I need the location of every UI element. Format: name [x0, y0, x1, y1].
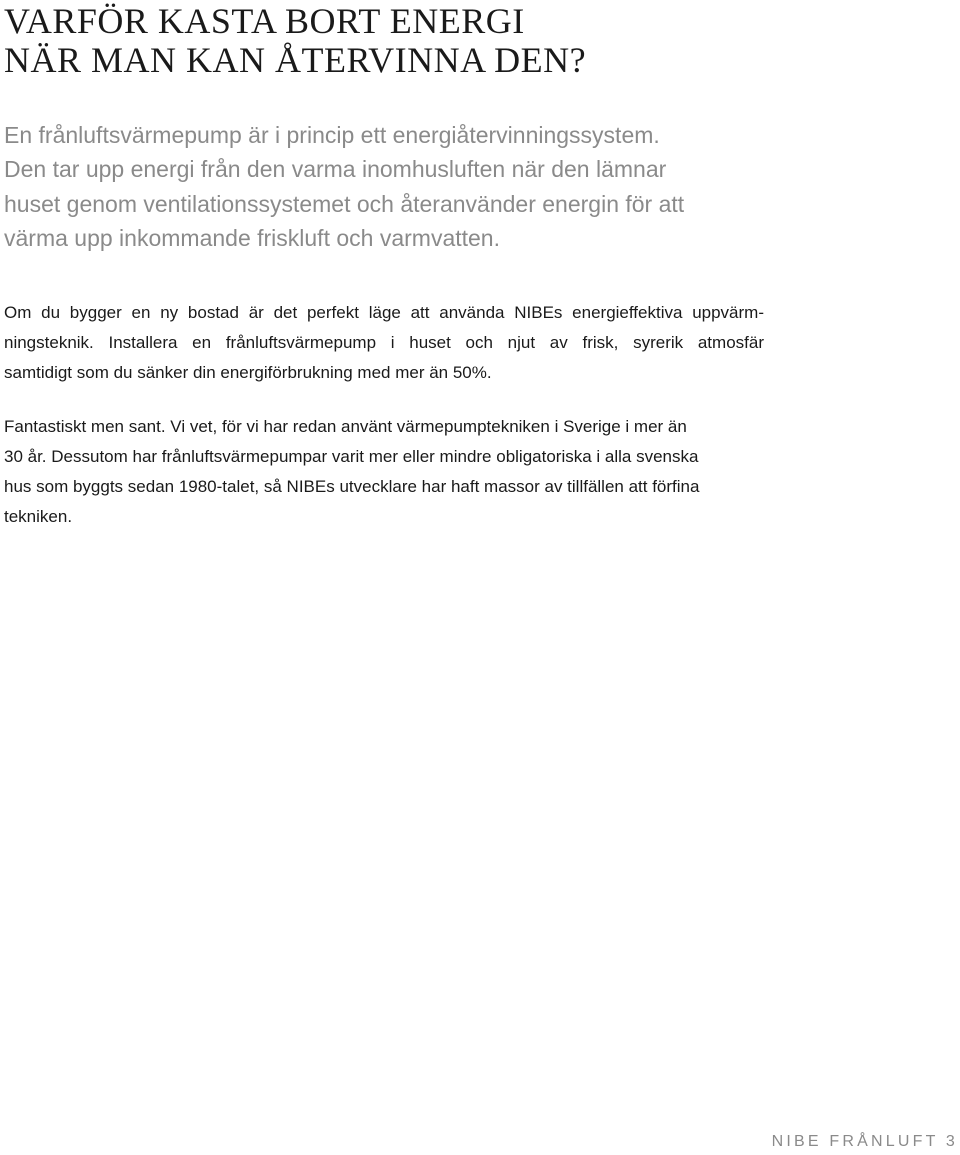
- body-paragraph: [4, 412, 764, 532]
- paragraph-line: Fantastiskt men sant. Vi vet, för vi har redan använt värmepumptekniken i Sverige i mer än: [4, 417, 687, 436]
- heading-line: VARFÖR KASTA BORT ENERGI: [4, 1, 525, 41]
- page-heading: [4, 2, 586, 80]
- lead-paragraph: [4, 118, 794, 255]
- paragraph-line: tekniken.: [4, 507, 73, 526]
- page-footer: NIBE FRÅNLUFT 3: [771, 1133, 958, 1150]
- lead-line: Den tar upp energi från den varma inomhusluften när den lämnar: [4, 156, 667, 183]
- heading-line: NÄR MAN KAN ÅTERVINNA DEN?: [4, 40, 587, 80]
- paragraph-line: samtidigt som du sänker din energiförbrukning med mer än 50%.: [4, 363, 492, 382]
- lead-line: värma upp inkommande friskluft och varmvatten.: [4, 224, 500, 251]
- paragraph-line: ningsteknik. Installera en frånluftsvärmepump i huset och njut av frisk, syrerik atmosfär: [4, 333, 764, 352]
- lead-line: huset genom ventilationssystemet och återanvänder energin för att: [4, 190, 685, 217]
- body-paragraph: [4, 298, 764, 388]
- paragraph-line: Om du bygger en ny bostad är det perfekt läge att använda NIBEs energieffektiva uppvärm-: [4, 303, 764, 322]
- lead-line: En frånluftsvärmepump är i princip ett energiåtervinningssystem.: [4, 122, 660, 148]
- paragraph-line: hus som byggts sedan 1980-talet, så NIBEs utvecklare har haft massor av tillfällen att förfina: [4, 477, 700, 496]
- paragraph-line: 30 år. Dessutom har frånluftsvärmepumpar varit mer eller mindre obligatoriska i alla svenska: [4, 447, 699, 466]
